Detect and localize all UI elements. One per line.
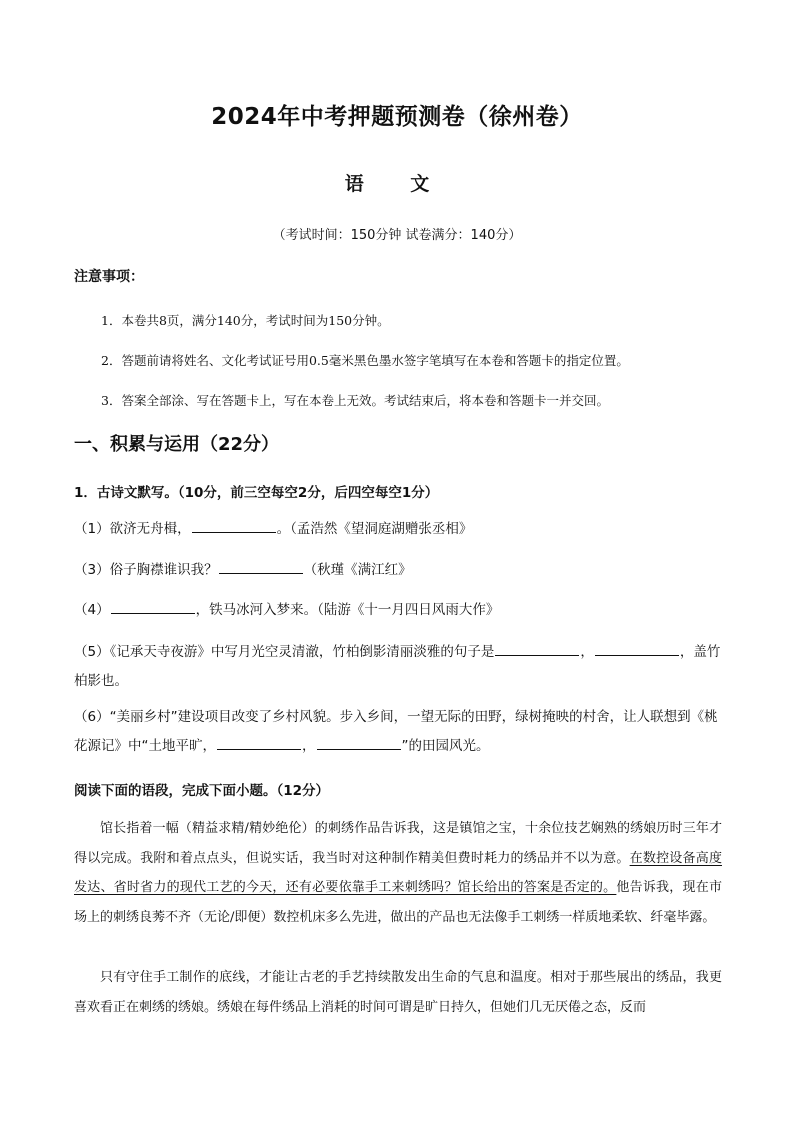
subject-title: 语 文 [344,173,450,195]
item-text: （4） [74,602,110,618]
question-item-1 [74,515,722,544]
question-item-5 [74,638,722,696]
page-title: 2024年中考押题预测卷（徐州卷） [211,104,583,130]
item-text: ，铁马冰河入梦来。（陆游《十一月四日风雨大作》 [195,602,500,618]
question-item-6 [74,703,722,761]
answer-blank[interactable] [495,641,579,656]
item-text: ，盖竹柏影也。 [74,644,721,689]
question-item-4 [74,596,722,625]
item-text: （5）《记承天寺夜游》中写月光空灵清澈，竹柏倒影清丽淡雅的句子是 [74,644,495,660]
notes-heading: 注意事项： [74,269,144,285]
answer-blank[interactable] [217,735,301,750]
question-heading: 1．古诗文默写。（10分，前三空每空2分，后四空每空1分） [74,485,439,501]
underlined-sentence: 在数控设备高度发达、省时省力的现代工艺的今天，还有必要依靠手工来刺绣吗？馆长给出的答案是否定的。 [74,850,722,895]
answer-blank[interactable] [219,559,303,574]
passage-paragraph-1 [74,814,722,932]
exam-info: （考试时间：150分钟 试卷满分：140分） [272,228,522,243]
note-item: 3．答案全部涂、写在答题卡上，写在本卷上无效。考试结束后，将本卷和答题卡一并交回。 [101,393,609,408]
item-text: ”的田园风光。 [401,738,490,754]
item-text: （6）“美丽乡村”建设项目改变了乡村风貌。步入乡间，一望无际的田野，绿树掩映的村舍，让人联想到《桃花源记》中“土地平旷， [74,709,718,754]
answer-blank[interactable] [192,518,276,533]
item-text: 。（孟浩然《望洞庭湖赠张丞相》 [276,521,473,537]
note-item: 2．答题前请将姓名、文化考试证号用0.5毫米黑色墨水签字笔填写在本卷和答题卡的指定位置。 [101,353,629,368]
item-text: （3）俗子胸襟谁识我？ [74,562,218,578]
item-text: （秋瑾《满江红》 [303,562,412,578]
item-text: ， [302,738,316,754]
item-text: （1）欲济无舟楫， [74,521,191,537]
item-text: ， [580,644,594,660]
answer-blank[interactable] [111,599,195,614]
note-item: 1．本卷共8页，满分140分，考试时间为150分钟。 [101,313,390,328]
reading-heading: 阅读下面的语段，完成下面小题。（12分） [74,783,330,799]
question-item-3 [74,556,722,585]
answer-blank[interactable] [595,641,679,656]
passage-paragraph-2: 只有守住手工制作的底线，才能让古老的手艺持续散发出生命的气息和温度。相对于那些展出的绣品，我更喜欢看正在刺绣的绣娘。绣娘在每件绣品上消耗的时间可谓是旷日持久，但她们几无厌倦之态，反而 [74,970,722,1015]
passage-text: 他告诉我，现在市场上的刺绣良莠不齐（无论/即便）数控机床多么先进，做出的产品也无法像手工刺绣一样质地柔软、纤毫毕露。 [74,880,722,925]
passage-text: 馆长指着一幅（精益求精/精妙绝伦）的刺绣作品告诉我，这是镇馆之宝，十余位技艺娴熟的绣娘历时三年才得以完成。我附和着点点头，但说实话，我当时对这种制作精美但费时耗力的绣品并不以为意。 [74,821,722,866]
section-heading: 一、积累与运用（22分） [74,434,280,455]
answer-blank[interactable] [317,735,401,750]
